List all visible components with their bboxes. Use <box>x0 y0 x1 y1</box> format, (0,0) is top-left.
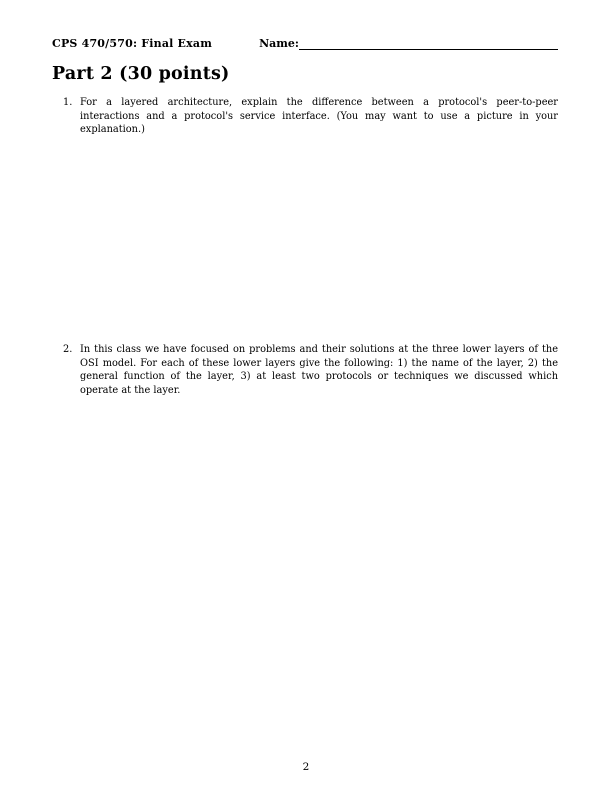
question-1-text: For a layered architecture, explain the difference between a protocol's peer-to-peer interactions and a protocol's service interface. (You may want to use a picture in your explanation.) <box>80 97 558 136</box>
question-1-number: 1. <box>63 97 73 108</box>
exam-title: CPS 470/570: Final Exam <box>52 37 213 50</box>
name-area <box>259 37 558 50</box>
question-2-number: 2. <box>63 344 73 355</box>
section-title: Part 2 (30 points) <box>52 64 230 84</box>
question-1 <box>63 96 558 137</box>
page-number: 2 <box>302 761 310 773</box>
name-blank-line <box>299 37 558 50</box>
question-2 <box>63 343 558 397</box>
question-2-text: In this class we have focused on problems and their solutions at the three lower layers of the OSI model. For each of these lower layers give the following: 1) the name of the layer, 2) the general function of the layer, 3) at least two protocols or techniques we discussed which operate at the layer. <box>80 344 558 396</box>
name-label: Name: <box>259 37 299 50</box>
page-header <box>52 37 558 50</box>
